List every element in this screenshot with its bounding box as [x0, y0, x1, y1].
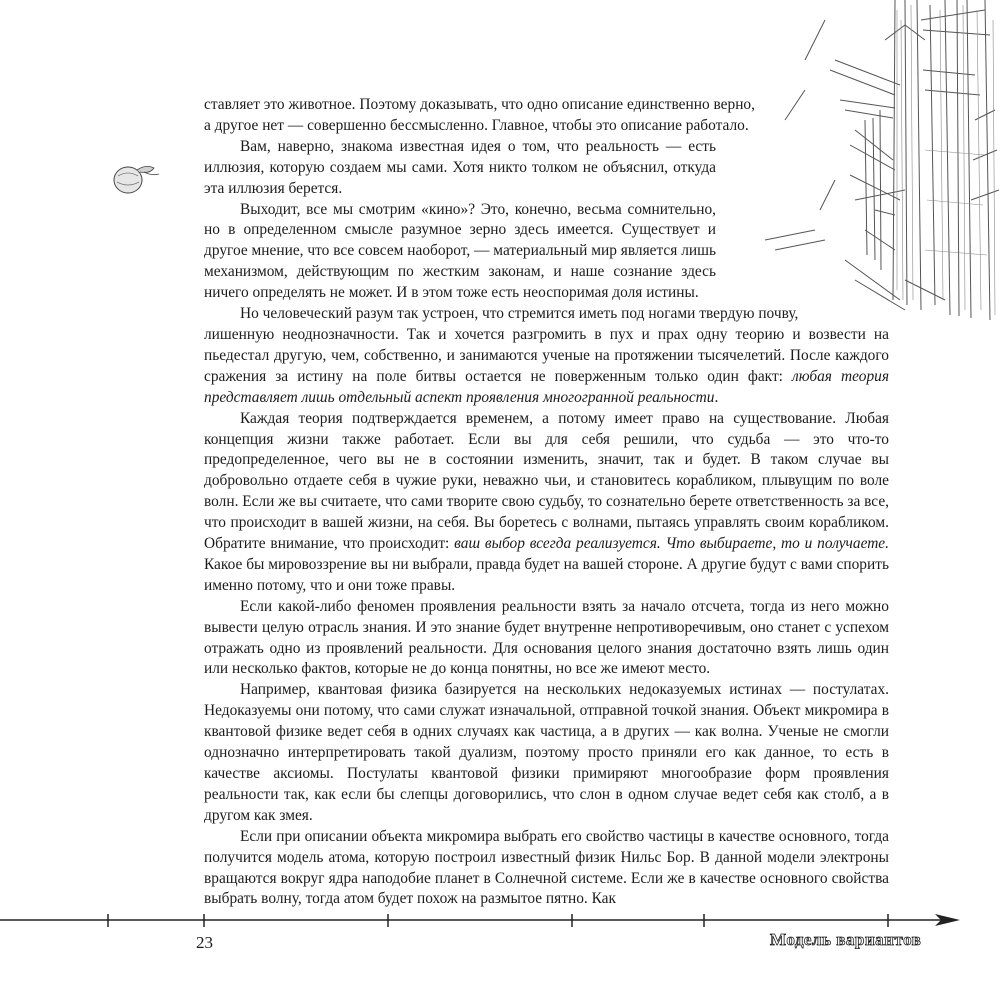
body-text: [204, 95, 889, 910]
text-line: ставляет это животное. Поэтому доказывать, что одно описание единственно верно,: [204, 96, 755, 113]
emphasis-text: любая теория представляет лишь отдельный аспект проявления многогранной реальности: [204, 367, 889, 406]
page-number: 23: [196, 933, 213, 952]
paragraph-text: .: [714, 388, 719, 406]
paragraph: Вам, наверно, знакома известная идея о том, что реальность — есть иллюзия, которую создаем мы сами. Хотя никто толком не объяснил, откуда эта иллюзия берется.: [204, 137, 716, 197]
paragraph-text: лишенную неоднозначности. Так и хочется разгромить в пух и прах одну теорию и возвести на пьедестал другую, чем, собственно, и занимаются ученые на протяжении тысячелетий. После каждого сражения за истину на поле битвы остается не поверженным только один факт:: [204, 325, 889, 385]
paragraph-text: Какое бы мировоззрение вы ни выбрали, правда будет на вашей стороне. А другие будут с вами спорить именно потому, что и они тоже правы.: [204, 555, 889, 594]
paragraph-first-line: Но человеческий разум так устроен, что стремится иметь под ногами твердую почву,: [240, 305, 799, 323]
paragraph: Если при описании объекта микромира выбрать его свойство частицы в качестве основного, тогда получится модель атома, которую построил известный физик Нильс Бор. В данной модели электроны вращаются вокруг ядра наподобие планет в Солнечной системе. Если же в качестве основного свойства выбрать волну, тогда атом будет похож на размытое пятно. Как: [204, 827, 889, 908]
running-title: Модель вариантов: [770, 930, 922, 949]
paragraph: Если какой-либо феномен проявления реальности взять за начало отсчета, тогда из него можно вывести целую отрасль знания. И это знание будет внутренне непротиворечивым, оно станет с успехом отражать одно из проявлений реальности. Для основания целого знания достаточно взять лишь один или несколько фактов, которые не до конца понятны, но все же имеют место.: [204, 597, 889, 678]
paragraph: [204, 325, 889, 409]
apple-icon: [104, 158, 164, 200]
paragraph-text: Каждая теория подтверждается временем, а потому имеет право на существование. Любая концепция жизни также работает. Если вы для себя решили, что судьба — это что-то предопределенное, чего вы не в состоянии изменить, значит, так и будет. В таком случае вы добровольно отдаете себя в чужие руки, неважно чьи, и становитесь корабликом, плывущим по воле волн. Если же вы считаете, что сами творите свою судьбу, то сознательно берете ответственность за все, что происходит в вашей жизни, на себя. Вы боретесь с волнами, пытаясь управлять своим корабликом. Обратите внимание, что происходит:: [204, 409, 889, 553]
text-line: а другое нет — совершенно бессмысленно. Главное, чтобы это описание работало.: [204, 116, 749, 134]
footer-arrow-line: [0, 910, 1000, 930]
emphasis-text: ваш выбор всегда реализуется. Что выбираете, то и получаете.: [454, 535, 889, 553]
paragraph: Выходит, все мы смотрим «кино»? Это, конечно, весьма сомнительно, но в определенном смысле разумное зерно здесь имеется. Существует и другое мнение, что все совсем наоборот, — материальный мир является лишь механизмом, действующим по жестким законам, и наше сознание здесь ничего определять не может. И в этом тоже есть неоспоримая доля истины.: [204, 200, 716, 302]
paragraph: Например, квантовая физика базируется на нескольких недоказуемых истинах — постулатах. Недоказуемы они потому, что сами служат изначальной, отправной точкой знания. Объект микромира в квантовой физике ведет себя в одних случаях как частица, а в других — как волна. Ученые не смогли однозначно интерпретировать такой дуализм, поэтому просто приняли его как данное, то есть в качестве аксиомы. Постулаты квантовой физики примиряют многообразие форм проявления реальности так, как если бы слепцы договорились, что слон в одном случае ведет себя как столб, а в другом как змея.: [204, 681, 889, 824]
paragraph: [204, 409, 889, 597]
